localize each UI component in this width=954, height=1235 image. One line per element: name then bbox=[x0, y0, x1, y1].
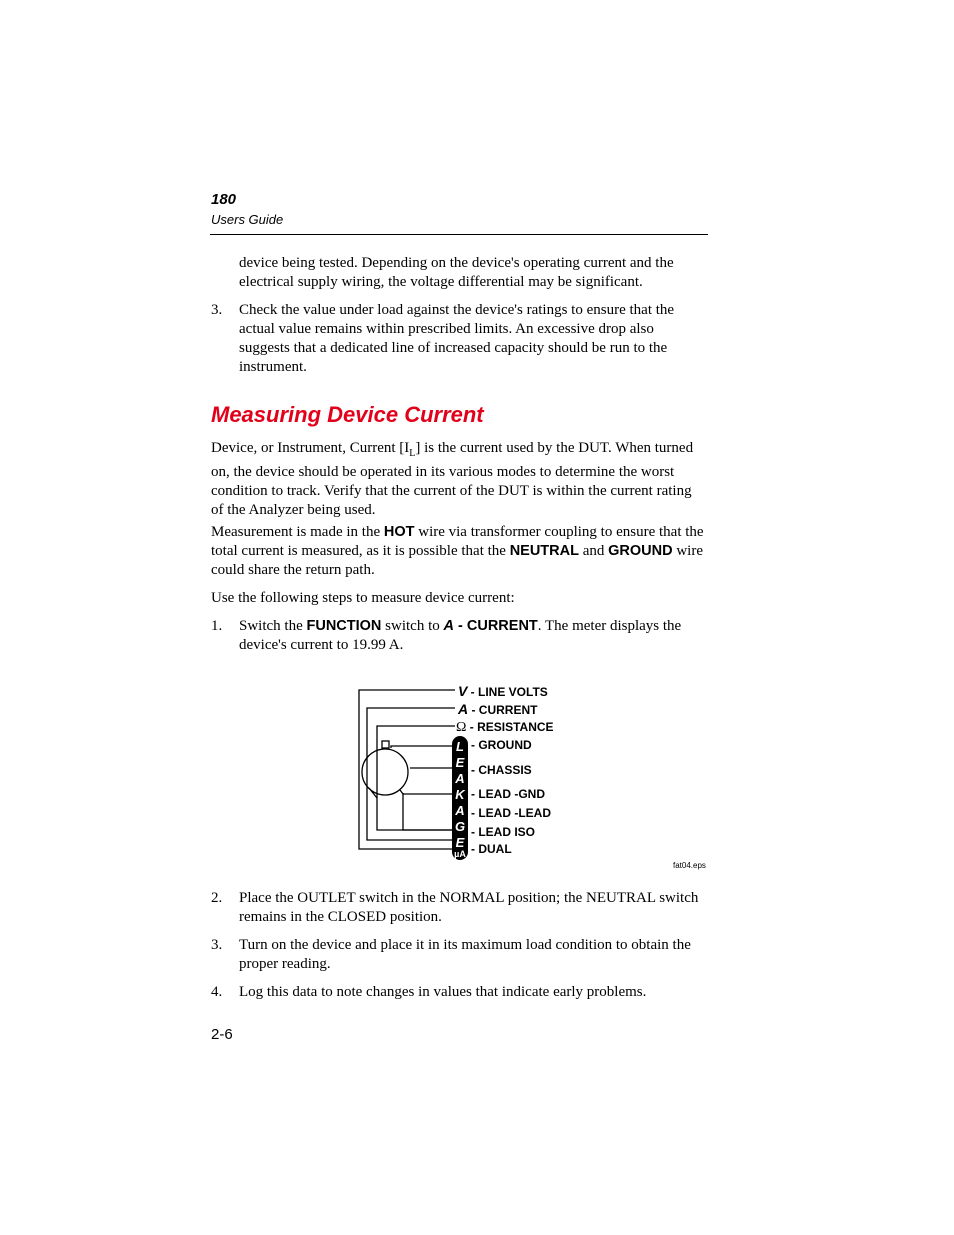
measurement-text-d: wire could share the return path. bbox=[211, 543, 703, 578]
step-text: Turn on the device and place it in its maximum load condition to obtain the proper reading. bbox=[239, 937, 691, 972]
step-number: 4. bbox=[211, 984, 223, 1000]
strip-letter: L bbox=[456, 739, 464, 754]
measurement-text-c: and bbox=[578, 543, 609, 559]
hot-keyword: HOT bbox=[383, 524, 415, 540]
omega-symbol: Ω bbox=[456, 720, 467, 735]
continuation-paragraph: device being tested. Depending on the device's operating current and the electrical supply wiring, the voltage differential may be significant. bbox=[239, 255, 674, 290]
steps-intro-paragraph: Use the following steps to measure device current: bbox=[211, 590, 515, 606]
strip-letter: G bbox=[454, 819, 466, 834]
knob-pointer bbox=[382, 741, 389, 748]
chassis-label: - CHASSIS bbox=[471, 763, 532, 777]
step1-text-b: switch to bbox=[381, 618, 444, 634]
intro-text-b: ] is the current used by the DUT. When turned on, the device should be operated in its various modes to determine the worst condition to track. Verify that the current of the DUT is within the current rating of the Analyzer being used. bbox=[211, 440, 694, 518]
ground-label: - GROUND bbox=[471, 738, 532, 752]
intro-text-a: Device, or Instrument, Current [I bbox=[211, 440, 410, 456]
lead-iso-label: - LEAD ISO bbox=[471, 825, 536, 839]
strip-letter: A bbox=[455, 803, 465, 818]
connector-a-leadiso bbox=[367, 708, 455, 840]
figure-filename: fat04.eps bbox=[673, 861, 706, 870]
strip-letter: E bbox=[455, 755, 465, 770]
page-number: 180 bbox=[211, 191, 237, 208]
a-symbol-keyword: A bbox=[443, 618, 454, 634]
resistance-label bbox=[456, 720, 554, 736]
measurement-text-b: wire via transformer coupling to ensure that the total current is measured, as it is possible that the bbox=[211, 524, 704, 559]
step-number: 2. bbox=[211, 890, 223, 906]
current-label bbox=[458, 701, 537, 717]
step-number: 3. bbox=[211, 302, 223, 318]
line-volts-text: - LINE VOLTS bbox=[467, 685, 548, 699]
step-number: 3. bbox=[211, 937, 223, 953]
dual-label: - DUAL bbox=[471, 842, 512, 856]
strip-letter: A bbox=[455, 771, 465, 786]
current-keyword: - CURRENT bbox=[454, 618, 538, 634]
ground-keyword: GROUND bbox=[608, 543, 673, 559]
step-number: 1. bbox=[211, 618, 223, 634]
lead-lead-label: - LEAD -LEAD bbox=[471, 806, 551, 820]
measurement-paragraph bbox=[211, 523, 706, 580]
section-heading: Measuring Device Current bbox=[211, 402, 484, 427]
function-keyword: FUNCTION bbox=[306, 618, 382, 634]
line-volts-label bbox=[458, 683, 548, 699]
intro-paragraph bbox=[211, 439, 706, 520]
running-head: Users Guide bbox=[211, 212, 284, 227]
step-text bbox=[239, 617, 709, 655]
resistance-text: - RESISTANCE bbox=[466, 720, 554, 734]
step1-text-c: . The meter displays the device's current to 19.99 A. bbox=[239, 618, 682, 653]
step-text: Check the value under load against the device's ratings to ensure that the actual value remains within prescribed limits. An excessive drop also suggests that a dedicated line of increased capacity should be run to the instrument. bbox=[239, 302, 675, 375]
step1-text-a: Switch the bbox=[239, 618, 307, 634]
neutral-keyword: NEUTRAL bbox=[509, 543, 579, 559]
connector-lead-gnd bbox=[400, 790, 455, 794]
step-text: Place the OUTLET switch in the NORMAL position; the NEUTRAL switch remains in the CLOSED position. bbox=[239, 890, 699, 925]
lead-gnd-label: - LEAD -GND bbox=[471, 787, 545, 801]
header-rule bbox=[210, 234, 708, 235]
current-text: - CURRENT bbox=[468, 703, 538, 717]
strip-letter: K bbox=[455, 787, 465, 802]
footer-page-reference: 2-6 bbox=[211, 1026, 233, 1043]
microamp-unit: µA bbox=[454, 849, 466, 859]
measurement-text-a: Measurement is made in the bbox=[211, 524, 384, 540]
connector-ground-top bbox=[391, 746, 455, 748]
a-symbol: A bbox=[458, 701, 469, 717]
strip-letter: E bbox=[455, 835, 465, 850]
leakage-strip bbox=[452, 736, 468, 860]
step-text: Log this data to note changes in values that indicate early problems. bbox=[239, 984, 647, 1000]
current-subscript: L bbox=[409, 448, 416, 459]
v-symbol: V bbox=[458, 683, 468, 699]
function-switch-figure bbox=[355, 680, 715, 870]
connector-inner-bottom bbox=[403, 793, 455, 830]
connector-v-dual bbox=[359, 690, 455, 849]
